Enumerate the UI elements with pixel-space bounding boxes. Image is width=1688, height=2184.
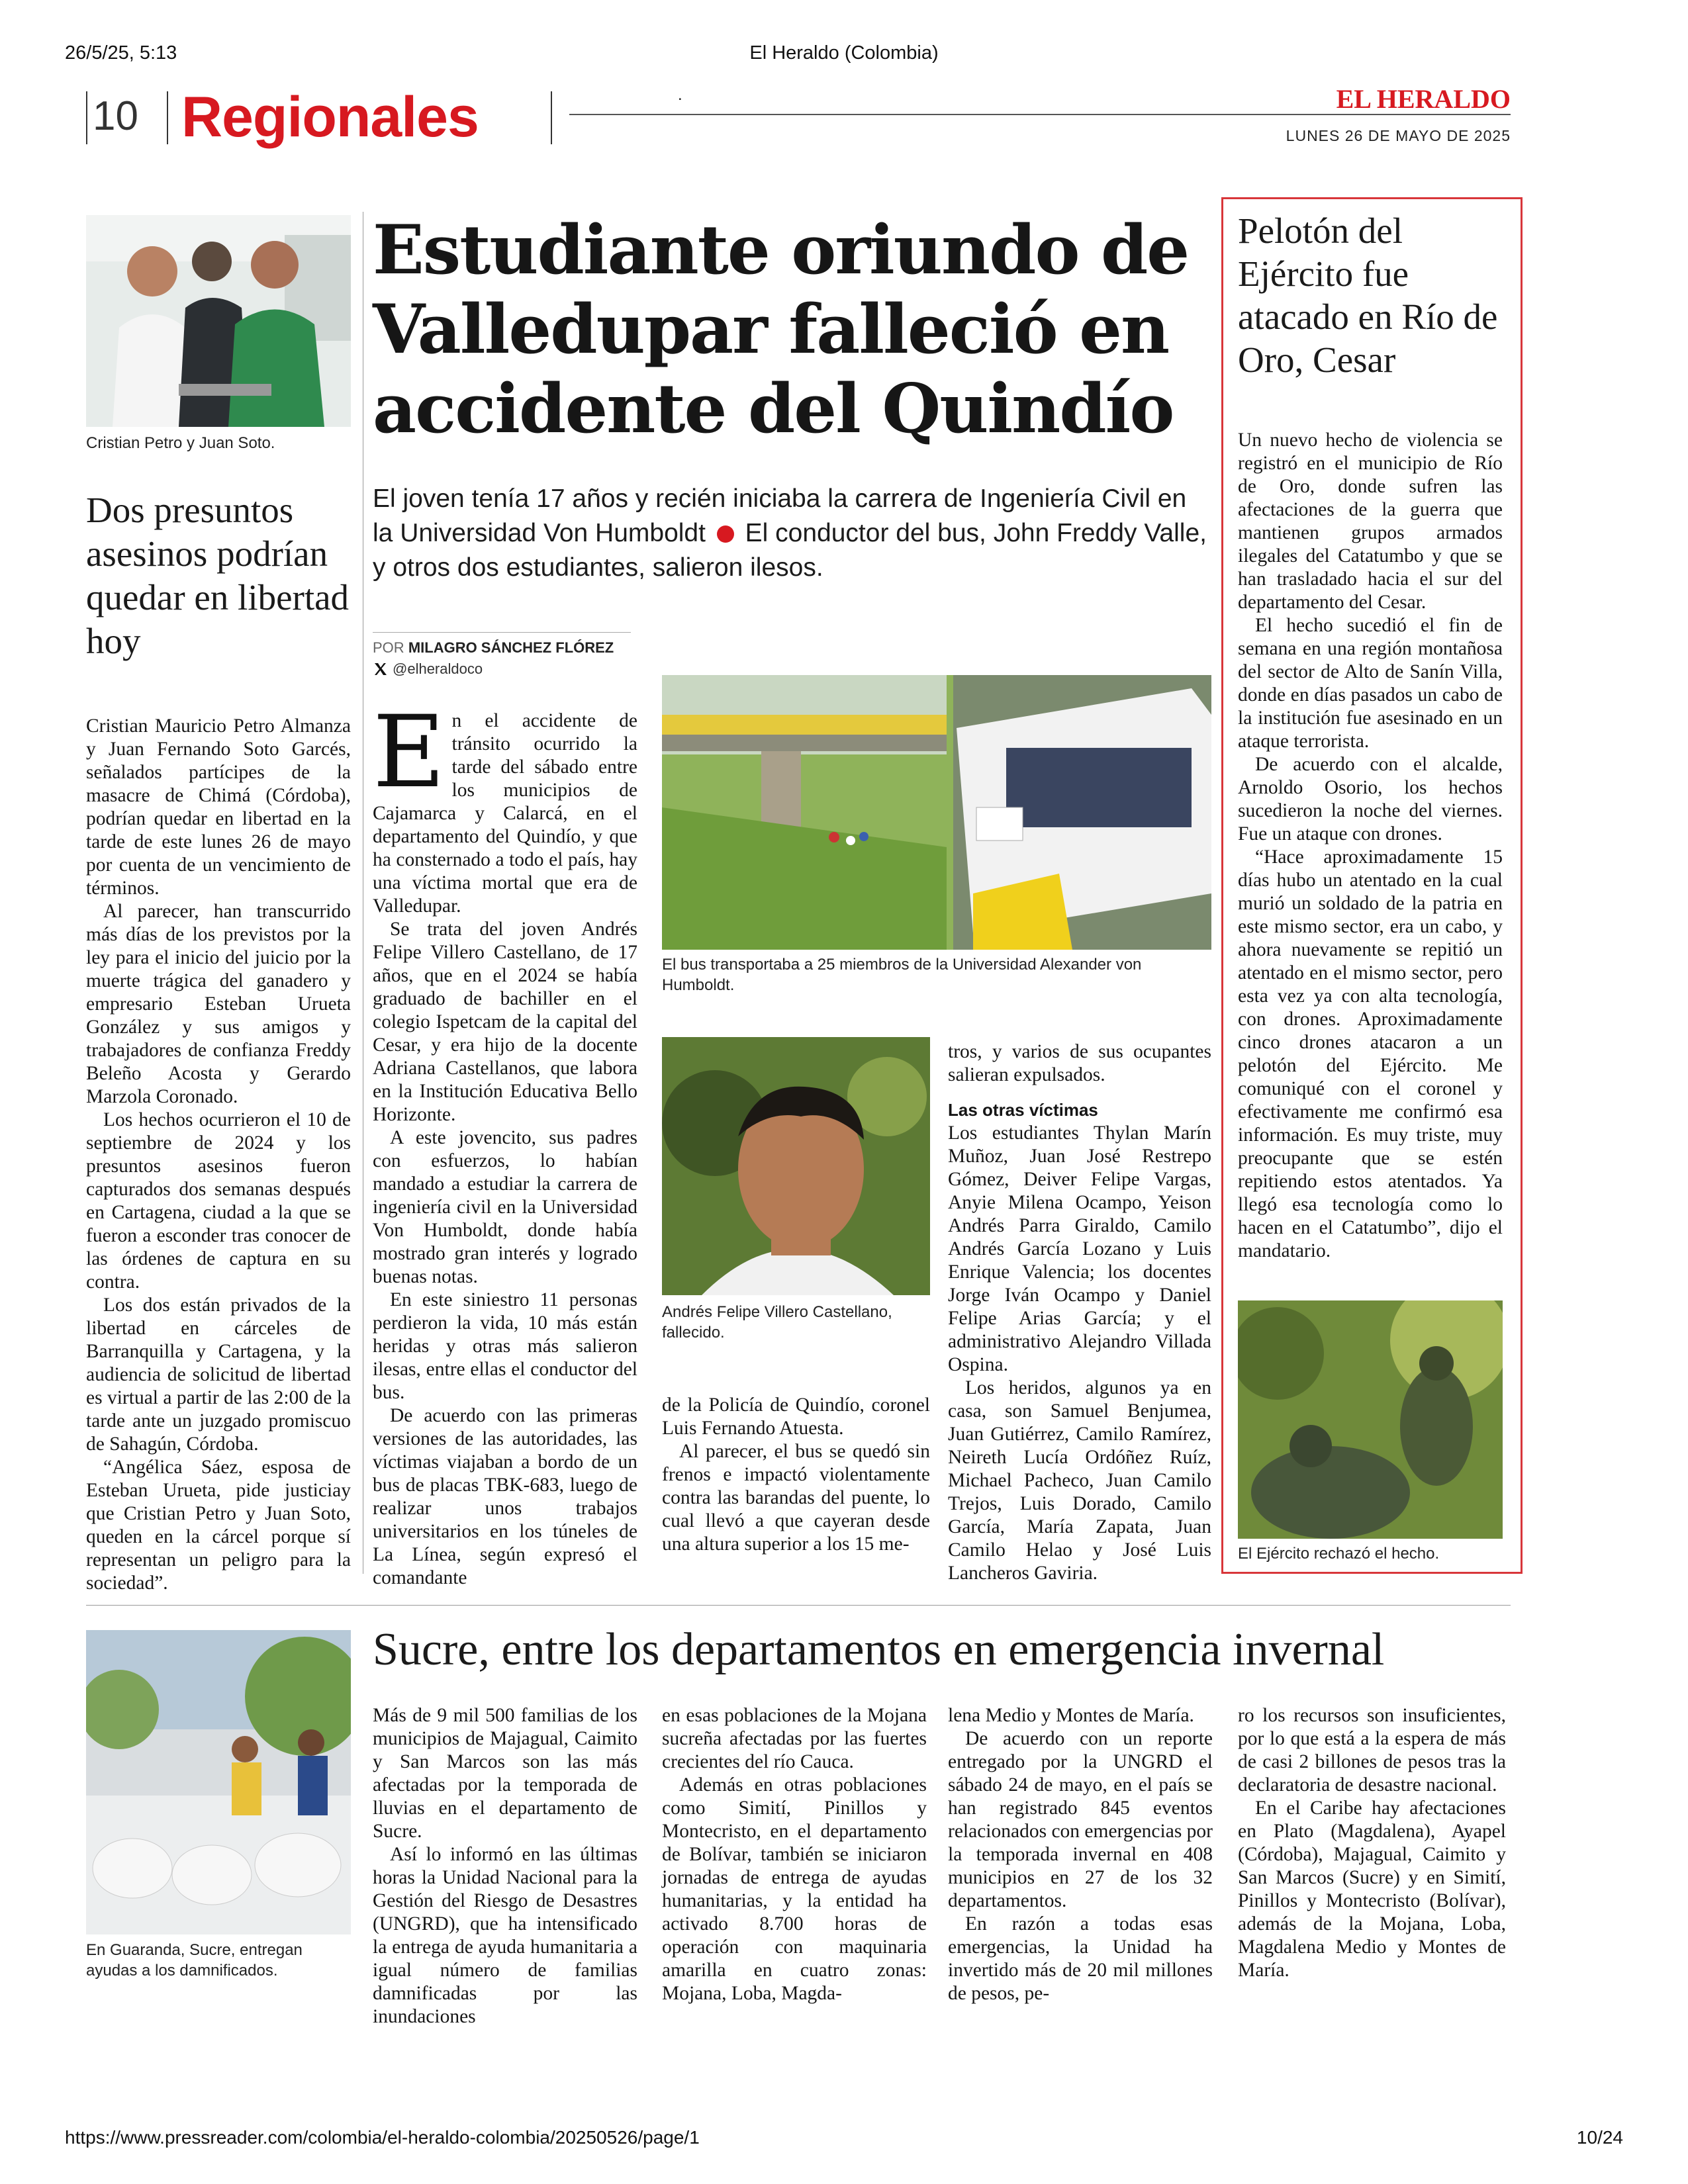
left-story-body: [86, 715, 351, 1595]
left-headline: Dos presuntos asesinos podrían quedar en libertad hoy: [86, 490, 350, 661]
bottom-paragraph: En el Caribe hay afectaciones en Plato (Magdalena), Ayapel (Córdoba), Majagual, Caimito y San Marcos (Sucre) y en Simití, Pinillos y Montecristo (Bolívar), además de la Mojana, Loba, Magdalena Medio y Montes de María.: [1238, 1797, 1506, 1981]
main-headline: Estudiante oriundo de Valledupar falleció en accidente del Quindío: [373, 210, 1189, 449]
bus-photo-caption: El bus transportaba a 25 miembros de la Universidad Alexander von Humboldt.: [662, 956, 1142, 994]
deck-text: El conductor del bus, John Freddy Valle, y otros dos estudiantes, salieron ilesos.: [373, 519, 1207, 582]
main-paragraph: n el accidente de tránsito ocurrido la tarde del sábado entre los municipios de Cajamarca y Calarcá, en el departamento del Quindío, y que ha consternado a todo el país, hay una víctima mortal que era de Valledupar.: [373, 710, 637, 917]
aid-delivery-photo: [86, 1630, 351, 1934]
bottom-paragraph: En razón a todas esas emergencias, la Unidad ha invertido más de 20 mil millones de pesos, pe-: [948, 1913, 1213, 2004]
bus-accident-illustration: [662, 675, 1211, 950]
bottom-paragraph: Además en otras poblaciones como Simití, Pinillos y Montecristo, en el departamento de Bolívar, también se iniciaron jornadas de entrega de ayudas humanitarias, y la entidad ha activado 8.700 horas de operación con maquinaria amarilla en cuatro zonas: Mojana, Loba, Magda-: [662, 1774, 927, 2004]
byline-handle: @elheraldoco: [393, 660, 483, 677]
main-deck: [373, 482, 1207, 585]
bottom-paragraph: en esas poblaciones de la Mojana sucreña afectadas por las fuertes crecientes del río Cauca.: [662, 1705, 927, 1772]
main-paragraph: Los estudiantes Thylan Marín Muñoz, Juan José Restrepo Gómez, Deiver Felipe Vargas, Anyie Milena Ocampo, Yeison Andrés Parra Giraldo, Camilo Andrés García Lozano y Luis Enrique Valencia; los docentes Jorge Iván Ocampo y Daniel Felipe Arias García; y el administrativo Alejandro Villada Ospina.: [948, 1122, 1211, 1375]
main-paragraph: Al parecer, el bus se quedó sin frenos e impactó violentamente contra las barandas del puente, lo cual llevó a que cayeran desde una altura superior a los 15 me-: [662, 1441, 930, 1555]
main-col2-body: [662, 1394, 930, 1556]
x-logo-icon: [373, 661, 389, 677]
soldiers-caption: El Ejército rechazó el hecho.: [1238, 1545, 1440, 1563]
left-paragraph: Los hechos ocurrieron el 10 de septiembre de 2024 y los presuntos asesinos fueron capturados dos semanas después en Cartagena, ciudad a la que se fueron a esconder tras conocer de las órdenes de captura en su contra.: [86, 1109, 351, 1293]
left-paragraph: Cristian Mauricio Petro Almanza y Juan Fernando Soto Garcés, señalados partícipes de la masacre de Chimá (Córdoba), podrían quedar en libertad en la tarde de este lunes 26 de mayo por cuenta de un vencimiento de términos.: [86, 715, 351, 899]
masthead-divider: [167, 91, 168, 144]
bus-accident-photo: [662, 675, 1211, 950]
bottom-col2-body: [662, 1704, 927, 2005]
bottom-col1-body: [373, 1704, 637, 2028]
main-paragraph: de la Policía de Quindío, coronel Luis Fernando Atuesta.: [662, 1394, 930, 1439]
print-page-title: El Heraldo (Colombia): [749, 42, 939, 64]
right-paragraph: “Hace aproximadamente 15 días hubo un atentado en la cual murió un soldado de la patria en este mismo sector, era un cabo, y ahora nuevamente se repitió un atentado en el mismo sector, pero esta vez ya con alta tecnología, con drones. Aproximadamente cinco drones atacaron a un pelotón del Ejército. Me comuniqué con el coronel y efectivamente me confirmó esa información. Es muy triste, muy preocupante que se estén repitiendo estos atentados. Ya llegó esa tecnología como lo hacen en el Catatumbo”, dijo el mandatario.: [1238, 846, 1503, 1261]
aid-delivery-illustration: [86, 1630, 351, 1934]
print-timestamp: 26/5/25, 5:13: [65, 42, 177, 64]
left-paragraph: Los dos están privados de la libertad en cárceles de Barranquilla y Cartagena, y la audiencia de solicitud de libertad es virtual a partir de las 2:00 de la tarde ante un juzgado promiscuo de Sahagún, Córdoba.: [86, 1295, 351, 1455]
byline-por: POR: [373, 639, 404, 656]
portrait-caption: Andrés Felipe Villero Castellano, fallecido.: [662, 1303, 892, 1342]
main-paragraph: A este jovencito, sus padres con esfuerzos, lo habían mandado a estudiar la carrera de ingeniería civil en la Universidad Von Humboldt, donde había mostrado gran interés y logrado buenas notas.: [373, 1127, 637, 1287]
left-paragraph: Al parecer, han transcurrido más días de los previstos por la ley para el inicio del juicio por la muerte trágica del ganadero y empresario Esteban Urueta González y sus amigos y trabajadores de confianza Freddy Beleño Acosta y Gerardo Marzola Coronado.: [86, 901, 351, 1107]
print-url[interactable]: https://www.pressreader.com/colombia/el-heraldo-colombia/20250526/page/1: [65, 2127, 700, 2148]
left-paragraph: “Angélica Sáez, esposa de Esteban Urueta, pide justiciay que Cristian Petro y Juan Soto, queden en la cárcel porque sí representan un peligro para la sociedad”.: [86, 1457, 351, 1594]
right-paragraph: El hecho sucedió el fin de semana en una región montañosa del sector de Alto de Sanín Villa, donde en días pasados un cabo de la institución fue asesinado en un ataque terrorista.: [1238, 615, 1503, 752]
masthead-divider: [551, 91, 552, 144]
byline-social[interactable]: [373, 660, 483, 678]
main-paragraph: De acuerdo con las primeras versiones de las autoridades, las víctimas viajaban a bordo de un bus de placas TBK-683, luego de realizar unos trabajos universitarios en los túneles de La Línea, según expresó el comandante: [373, 1405, 637, 1588]
page-number: 10: [93, 93, 138, 139]
issue-date: LUNES 26 DE MAYO DE 2025: [1286, 127, 1511, 144]
masthead-divider: [86, 91, 87, 144]
bottom-paragraph: Así lo informó en las últimas horas la Unidad Nacional para la Gestión del Riesgo de Desastres (UNGRD), que ha intensificado la entrega de ayuda humanitaria a igual número de familias damnificadas por las inundaciones: [373, 1844, 637, 2027]
right-story-body: [1238, 429, 1503, 1263]
newspaper-logo: EL HERALDO: [1336, 84, 1511, 114]
byline: [373, 639, 614, 657]
bottom-paragraph: lena Medio y Montes de María.: [948, 1705, 1194, 1726]
detainees-photo: [86, 215, 351, 427]
masthead-dot: .: [678, 86, 682, 104]
section-title: Regionales: [181, 85, 479, 149]
main-paragraph: Se trata del joven Andrés Felipe Villero Castellano, de 17 años, que en el 2024 se había graduado de bachiller en el colegio Ispetcam de la capital del Cesar, y era hijo de la docente Adriana Castellanos, que labora en la Institución Educativa Bello Horizonte.: [373, 919, 637, 1125]
deck-bullet-icon: [717, 525, 734, 543]
main-col1-body: [373, 695, 637, 1590]
right-headline: Pelotón del Ejército fue atacado en Río de Oro, Cesar: [1238, 210, 1498, 380]
bottom-col4-body: [1238, 1704, 1506, 1982]
byline-author: MILAGRO SÁNCHEZ FLÓREZ: [408, 639, 614, 656]
print-page-counter: 10/24: [1576, 2127, 1623, 2148]
left-photo-caption: Cristian Petro y Juan Soto.: [86, 434, 275, 452]
soldiers-illustration: [1238, 1300, 1503, 1539]
main-paragraph: tros, y varios de sus ocupantes salieran expulsados.: [948, 1041, 1211, 1085]
bottom-col3-body: [948, 1704, 1213, 2005]
soldiers-photo: [1238, 1300, 1503, 1539]
byline-rule: [373, 632, 631, 633]
section-rule: [86, 1605, 1511, 1606]
aid-photo-caption: En Guaranda, Sucre, entregan ayudas a los damnificados.: [86, 1941, 303, 1979]
victims-subhead: Las otras víctimas: [948, 1100, 1098, 1120]
detainees-photo-illustration: [86, 215, 351, 427]
bottom-paragraph: Más de 9 mil 500 familias de los municipios de Majagual, Caimito y San Marcos son las más afectadas por la temporada de lluvias en el departamento de Sucre.: [373, 1705, 637, 1842]
deck-text: El joven tenía 17 años y recién iniciaba la carrera de Ingeniería Civil en la Universidad Von Humboldt: [373, 484, 1187, 547]
victim-portrait-photo: [662, 1037, 930, 1295]
victim-portrait-illustration: [662, 1037, 930, 1295]
right-paragraph: Un nuevo hecho de violencia se registró en el municipio de Río de Oro, donde sufren las afectaciones de la guerra que mantienen grupos armados ilegales del Catatumbo y que se han trasladado hacia el sur del departamento del Cesar.: [1238, 430, 1503, 613]
right-paragraph: De acuerdo con el alcalde, Arnoldo Osorio, los hechos sucedieron la noche del viernes. Fue un ataque con drones.: [1238, 754, 1503, 844]
main-paragraph: Los heridos, algunos ya en casa, son Samuel Benjumea, Juan Gutiérrez, Camilo Ramírez, Neireth Lucía Ordóñez Ruíz, Michael Pacheco, Juan Camilo Trejos, Luis Dorado, Camilo García, María Zapata, Juan Camilo Helao y José Luis Lancheros Gaviria.: [948, 1377, 1211, 1584]
main-paragraph: En este siniestro 11 personas perdieron la vida, 10 más están heridas y otras más salieron ilesas, entre ellas el conductor del bus.: [373, 1289, 637, 1403]
bottom-headline: Sucre, entre los departamentos en emergencia invernal: [373, 1624, 1385, 1675]
main-col3-body: [948, 1040, 1211, 1585]
dropcap: E: [373, 695, 445, 810]
bottom-paragraph: ro los recursos son insuficientes, por lo que está a la espera de más de casi 2 billones de pesos tras la declaratoria de desastre nacional.: [1238, 1705, 1506, 1796]
bottom-paragraph: De acuerdo con un reporte entregado por la UNGRD el sábado 24 de mayo, en el país se han registrado 845 eventos relacionados con emergencias por la temporada invernal en 408 municipios en 27 de los 32 departamentos.: [948, 1728, 1213, 1911]
